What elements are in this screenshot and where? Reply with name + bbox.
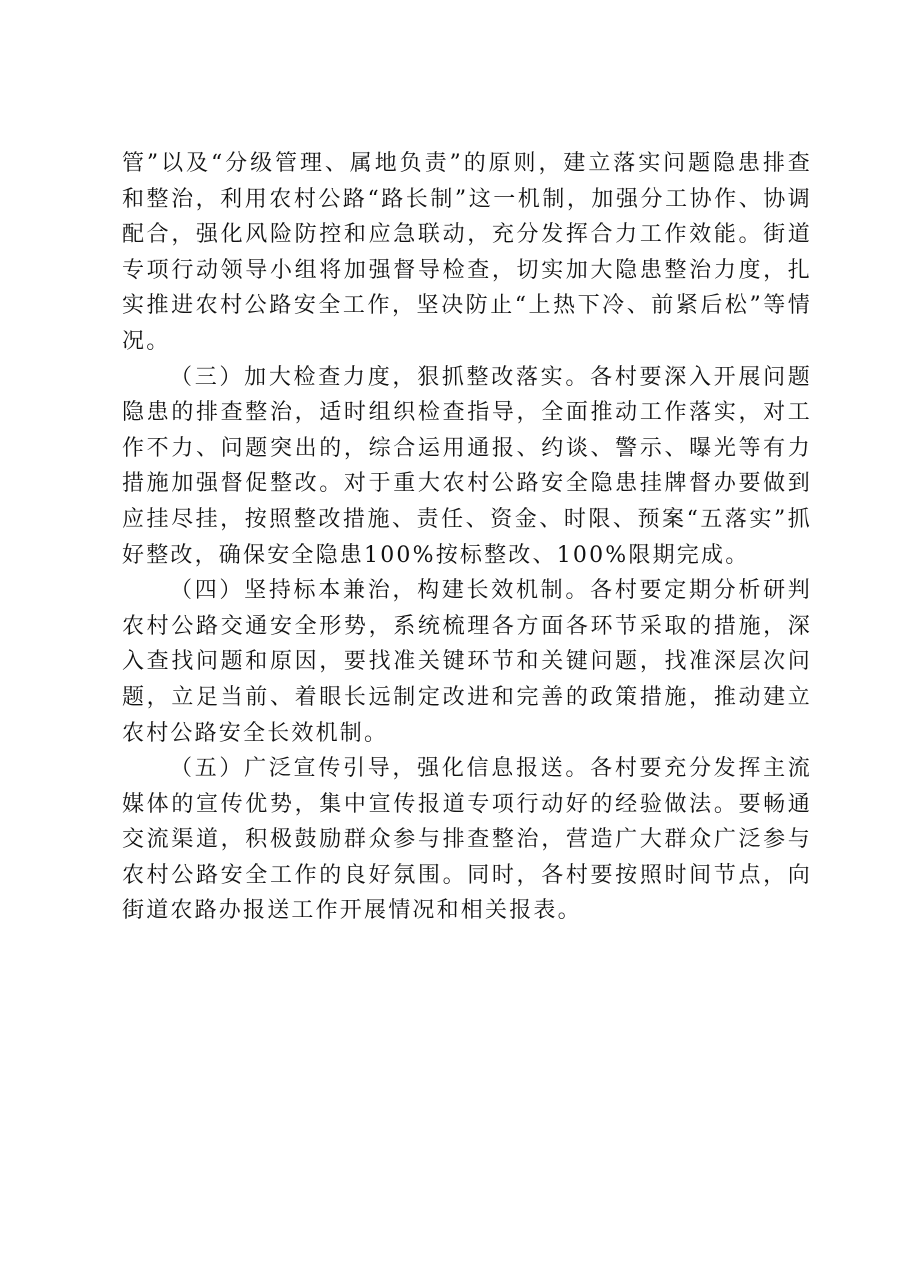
paragraph-section-3: （三）加大检查力度，狠抓整改落实。各村要深入开展问题隐患的排查整治，适时组织检查指导，全面推动工作落实，对工作不力、问题突出的，综合运用通报、约谈、警示、曝光等有力措施加强督促整改。对于重大农村公路安全隐患挂牌督办要做到应挂尽挂，按照整改措施、责任、资金、时限、预案“五落实”抓好整改，确保安全隐患100%按标整改、100%限期完成。 xyxy=(122,364,812,568)
paragraph-section-4: （四）坚持标本兼治，构建长效机制。各村要定期分析研判农村公路交通安全形势，系统梳理各方面各环节采取的措施，深入查找问题和原因，要找准关键环节和关键问题，找准深层次问题，立足当前、着眼长远制定改进和完善的政策措施，推动建立农村公路安全长效机制。 xyxy=(122,578,812,746)
document-body xyxy=(122,146,812,929)
paragraph-section-5: （五）广泛宣传引导，强化信息报送。各村要充分发挥主流媒体的宣传优势，集中宣传报道专项行动好的经验做法。要畅通交流渠道，积极鼓励群众参与排查整治，营造广大群众广泛参与农村公路安全工作的良好氛围。同时，各村要按照时间节点，向街道农路办报送工作开展情况和相关报表。 xyxy=(122,756,812,924)
paragraph-continuation: 管”以及“分级管理、属地负责”的原则，建立落实问题隐患排查和整治，利用农村公路“路长制”这一机制，加强分工协作、协调配合，强化风险防控和应急联动，充分发挥合力工作效能。街道专项行动领导小组将加强督导检查，切实加大隐患整治力度，扎实推进农村公路安全工作，坚决防止“上热下冷、前紧后松”等情况。 xyxy=(122,151,812,354)
